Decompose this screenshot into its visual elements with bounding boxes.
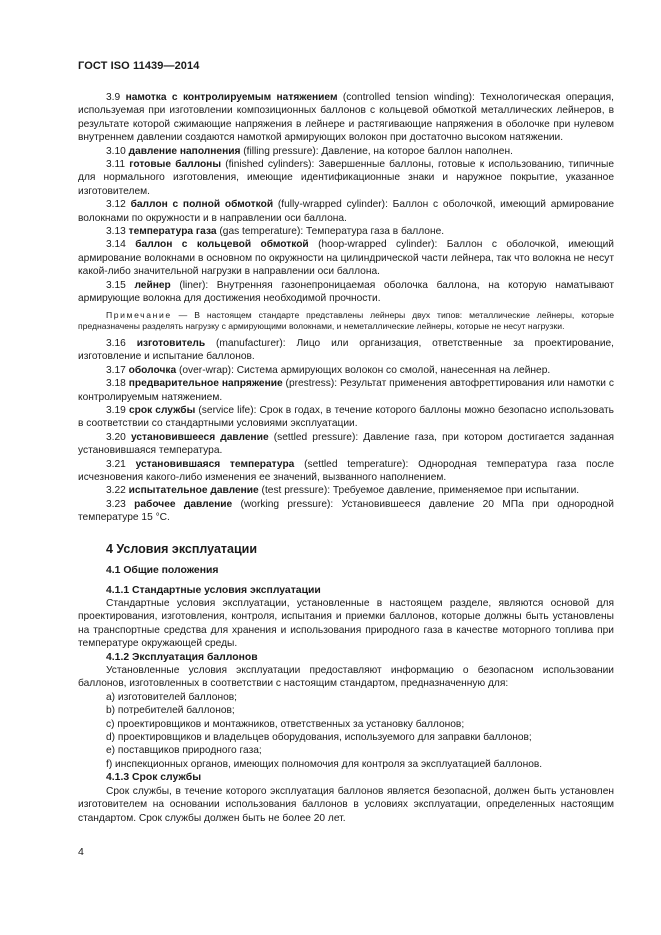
definition-item: [78, 404, 614, 431]
definition-term: установившееся давление: [130, 431, 269, 443]
subsection-heading: 4.1 Общие положения: [106, 564, 219, 576]
definition-number: 3.18: [106, 378, 126, 390]
clause-heading: 4.1.1 Стандартные условия эксплуатации: [106, 584, 321, 596]
definition-text: (finished cylinders): Завершенные баллоны, готовые к использованию, типичные для нормального изготовления, имеющие идентификационные знаки и наружное покрытие, указанное изготовителем.: [78, 159, 614, 197]
definition-item: [78, 377, 614, 404]
definition-text: (gas temperature): Температура газа в баллоне.: [216, 226, 445, 238]
definition-item: [78, 337, 614, 364]
definition-text: (prestress): Результат применения автофреттирования или намотки с контролируемым натяжением.: [78, 378, 614, 403]
list-item: a) изготовителей баллонов;: [106, 691, 237, 703]
definition-term: срок службы: [128, 404, 196, 416]
definition-item: [78, 198, 614, 225]
definition-number: 3.12: [106, 199, 126, 211]
section-heading: 4 Условия эксплуатации: [106, 541, 258, 556]
definition-number: 3.19: [106, 404, 126, 416]
definition-number: 3.13: [106, 226, 126, 238]
clause-heading: 4.1.3 Срок службы: [106, 772, 202, 784]
definition-term: установившаяся температура: [135, 458, 295, 470]
definition-term: рабочее давление: [134, 498, 233, 510]
definition-text: (working pressure): Установившееся давление 20 МПа при однородной температуре 15 °С.: [78, 498, 614, 524]
definition-text: (controlled tension winding): Технологическая операция, используемая при изготовлении композиционных баллонов с кольцевой обмоткой металлических лейнеров, в результате которой сжимающие напряжения в лейнере и растягивающие напряжения в оболочке при нулевом внутреннем давлении создаются намоткой армирующих волокон при достаточно высоком натяжении.: [78, 92, 614, 144]
definition-term: давление наполнения: [128, 145, 241, 157]
definition-term: температура газа: [128, 226, 217, 238]
definition-number: 3.16: [106, 337, 126, 349]
definition-number: 3.15: [106, 279, 126, 291]
definition-number: 3.17: [106, 364, 126, 376]
definition-item: [78, 279, 614, 306]
definition-item: [78, 498, 614, 525]
definition-item: [78, 91, 614, 145]
definition-term: готовые баллоны: [129, 159, 222, 171]
definition-term: лейнер: [134, 279, 171, 291]
note-label: Примечание: [106, 309, 172, 320]
definition-number: 3.23: [106, 498, 126, 510]
definition-item: [78, 158, 614, 198]
definition-number: 3.9: [106, 92, 121, 103]
definition-term: испытательное давление: [128, 485, 259, 497]
definition-term: намотка с контролируемым натяжением: [125, 92, 338, 103]
definition-number: 3.10: [106, 145, 126, 157]
list-item: e) поставщиков природного газа;: [106, 745, 262, 757]
definition-item: [78, 458, 614, 485]
definition-number: 3.20: [106, 431, 126, 443]
definition-term: оболочка: [128, 364, 177, 376]
definition-text: (settled temperature): Однородная температура газа после исчезновения какого-либо изменения ее значений, вызванного наполнением.: [78, 458, 614, 483]
definition-text: (liner): Внутренняя газонепроницаемая оболочка баллона, на которую наматывают армирующие волокна для достижения необходимой прочности.: [78, 279, 614, 305]
definition-item: [78, 145, 614, 158]
recipients-list: [78, 691, 614, 771]
definition-term: предварительное напряжение: [128, 378, 283, 390]
definition-text: (test pressure): Требуемое давление, применяемое при испытании.: [258, 485, 580, 497]
definition-text: (service life): Срок в годах, в течение которого баллоны можно безопасно использовать в соответствии со стандартными условиями эксплуатации.: [78, 404, 614, 430]
note-text: — В настоящем стандарте представлены лейнеры двух типов: металлические лейнеры, которые предназначены разделять нагрузку с армирующими волокнами, и неметаллические лейнеры, которые не несут нагрузки.: [78, 309, 614, 331]
paragraph: Срок службы, в течение которого эксплуатация баллонов является безопасной, должен быть установлен изготовителем на основании использования баллонов в условиях эксплуатации, определенных настоящим стандартом. Срок службы должен быть не более 20 лет.: [78, 785, 614, 824]
definition-number: 3.22: [106, 485, 126, 497]
list-item: d) проектировщиков и владельцев оборудования, используемого для заправки баллонов;: [106, 732, 532, 744]
definitions-list: [78, 91, 614, 306]
definitions-list-continued: [78, 337, 614, 525]
running-header: ГОСТ ISO 11439—2014: [78, 60, 200, 72]
definition-text: (fully-wrapped cylinder): Баллон с оболочкой, имеющий армирование волокнами по окружности и в направлении оси баллона.: [78, 199, 614, 224]
page-number: 4: [78, 846, 84, 858]
definition-text: (over-wrap): Система армирующих волокон со смолой, нанесенная на лейнер.: [176, 364, 551, 376]
definition-number: 3.21: [106, 458, 126, 470]
definition-item: [78, 364, 614, 377]
definition-item: [78, 238, 614, 278]
note: [78, 310, 614, 332]
paragraph: Установленные условия эксплуатации предоставляют информацию о безопасном использовании баллонов, изготовленных в соответствии с настоящим стандартом, предназначенную для:: [78, 665, 614, 690]
list-item: f) инспекционных органов, имеющих полномочия для контроля за эксплуатацией баллонов.: [106, 758, 543, 770]
page-body: [78, 91, 614, 825]
definition-term: баллон с полной обмоткой: [130, 199, 274, 211]
clause-heading: 4.1.2 Эксплуатация баллонов: [106, 651, 258, 663]
list-item: b) потребителей баллонов;: [106, 705, 235, 717]
definition-item: [78, 431, 614, 458]
definition-term: баллон с кольцевой обмоткой: [135, 239, 309, 251]
definition-term: изготовитель: [136, 337, 206, 349]
definition-item: [78, 484, 614, 497]
list-item: c) проектировщиков и монтажников, ответственных за установку баллонов;: [106, 718, 465, 730]
definition-text: (manufacturer): Лицо или организация, ответственные за проектирование, изготовление и испытание баллонов.: [78, 337, 615, 363]
definition-text: (settled pressure): Давление газа, при котором достигается заданная установившаяся температура.: [78, 431, 614, 457]
definition-text: (filling pressure): Давление, на которое баллон наполнен.: [240, 145, 513, 157]
definition-text: (hoop-wrapped cylinder): Баллон с оболочкой, имеющий армирование волокнами в основном по окружности на цилиндрической части лейнера, так что волокна не несут какой-либо значительной нагрузки в направлении оси баллона.: [78, 239, 614, 278]
definition-number: 3.11: [106, 159, 126, 171]
paragraph: Стандартные условия эксплуатации, установленные в настоящем разделе, являются основой для проектирования, изготовления, контроля, испытания и приемки баллонов, которые должны быть установлены на транспортные средства для хранения и использования природного газа в качестве моторного топлива при температуре окружающей среды.: [78, 598, 614, 650]
definition-number: 3.14: [106, 239, 126, 251]
definition-item: [78, 225, 614, 238]
